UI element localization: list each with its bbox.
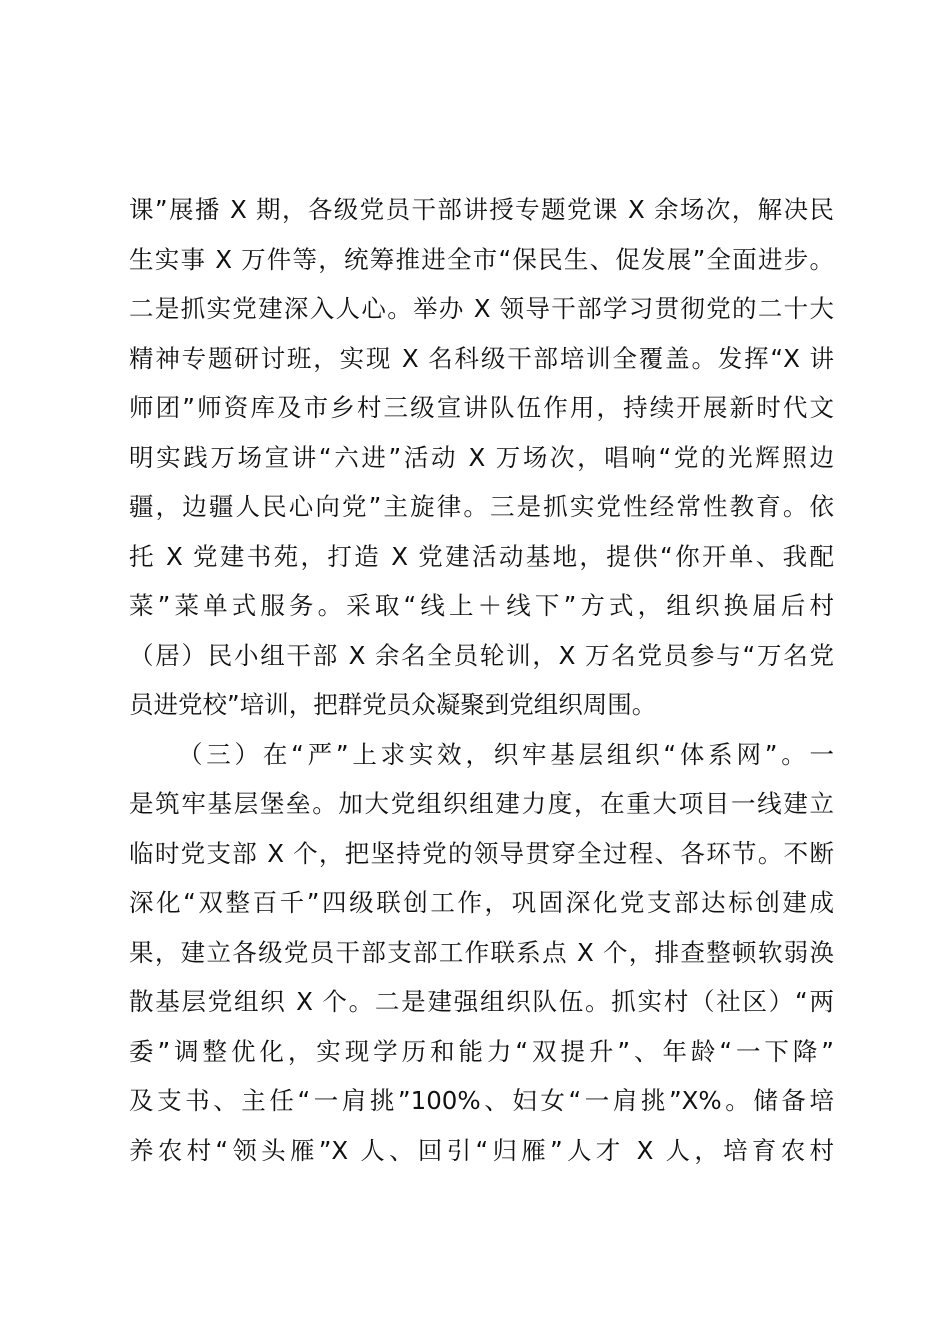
text-line: 二是抓实党建深入人心。举办 X 领导干部学习贯彻党的二十大: [129, 294, 834, 323]
text-line: 及支书、主任“一肩挑”100%、妇女“一肩挑”X%。储备培: [129, 1086, 834, 1115]
paragraph-2: [129, 730, 834, 1176]
text-line: 深化“双整百千”四级联创工作，巩固深化党支部达标创建成: [129, 888, 834, 917]
text-line: 员进党校”培训，把群党员众凝聚到党组织周围。: [129, 690, 657, 719]
text-line: 师团”师资库及市乡村三级宣讲队伍作用，持续开展新时代文: [129, 393, 834, 422]
text-line: 养农村“领头雁”X 人、回引“归雁”人才 X 人，培育农村: [129, 1135, 834, 1165]
text-line: 课”展播 X 期，各级党员干部讲授专题党课 X 余场次，解决民: [129, 195, 834, 224]
text-line: 散基层党组织 X 个。二是建强组织队伍。抓实村（社区）“两: [129, 987, 834, 1016]
text-line: 精神专题研讨班，实现 X 名科级干部培训全覆盖。发挥“X 讲: [129, 343, 834, 373]
section-heading-line: （三）在“严”上求实效，织牢基层组织“体系网”。一: [178, 739, 834, 769]
text-line: 临时党支部 X 个，把坚持党的领导贯穿全过程、各环节。不断: [129, 838, 834, 868]
text-line: 明实践万场宣讲“六进”活动 X 万场次，唱响“党的光辉照边: [129, 442, 834, 472]
text-line: （居）民小组干部 X 余名全员轮训，X 万名党员参与“万名党: [129, 640, 834, 670]
text-line: 菜”菜单式服务。采取“线上＋线下”方式，组织换届后村: [129, 591, 834, 620]
text-line: 果，建立各级党员干部支部工作联系点 X 个，排查整顿软弱涣: [129, 937, 834, 967]
text-line: 托 X 党建书苑，打造 X 党建活动基地，提供“你开单、我配: [129, 541, 834, 571]
text-line: 委”调整优化，实现学历和能力“双提升”、年龄“一下降”: [129, 1036, 834, 1066]
body-text: [129, 185, 834, 1175]
text-line: 是筑牢基层堡垒。加大党组织组建力度，在重大项目一线建立: [129, 789, 834, 818]
text-line: 疆，边疆人民心向党”主旋律。三是抓实党性经常性教育。依: [129, 492, 834, 521]
text-line: 生实事 X 万件等，统筹推进全市“保民生、促发展”全面进步。: [129, 244, 834, 274]
paragraph-1: [129, 185, 834, 730]
